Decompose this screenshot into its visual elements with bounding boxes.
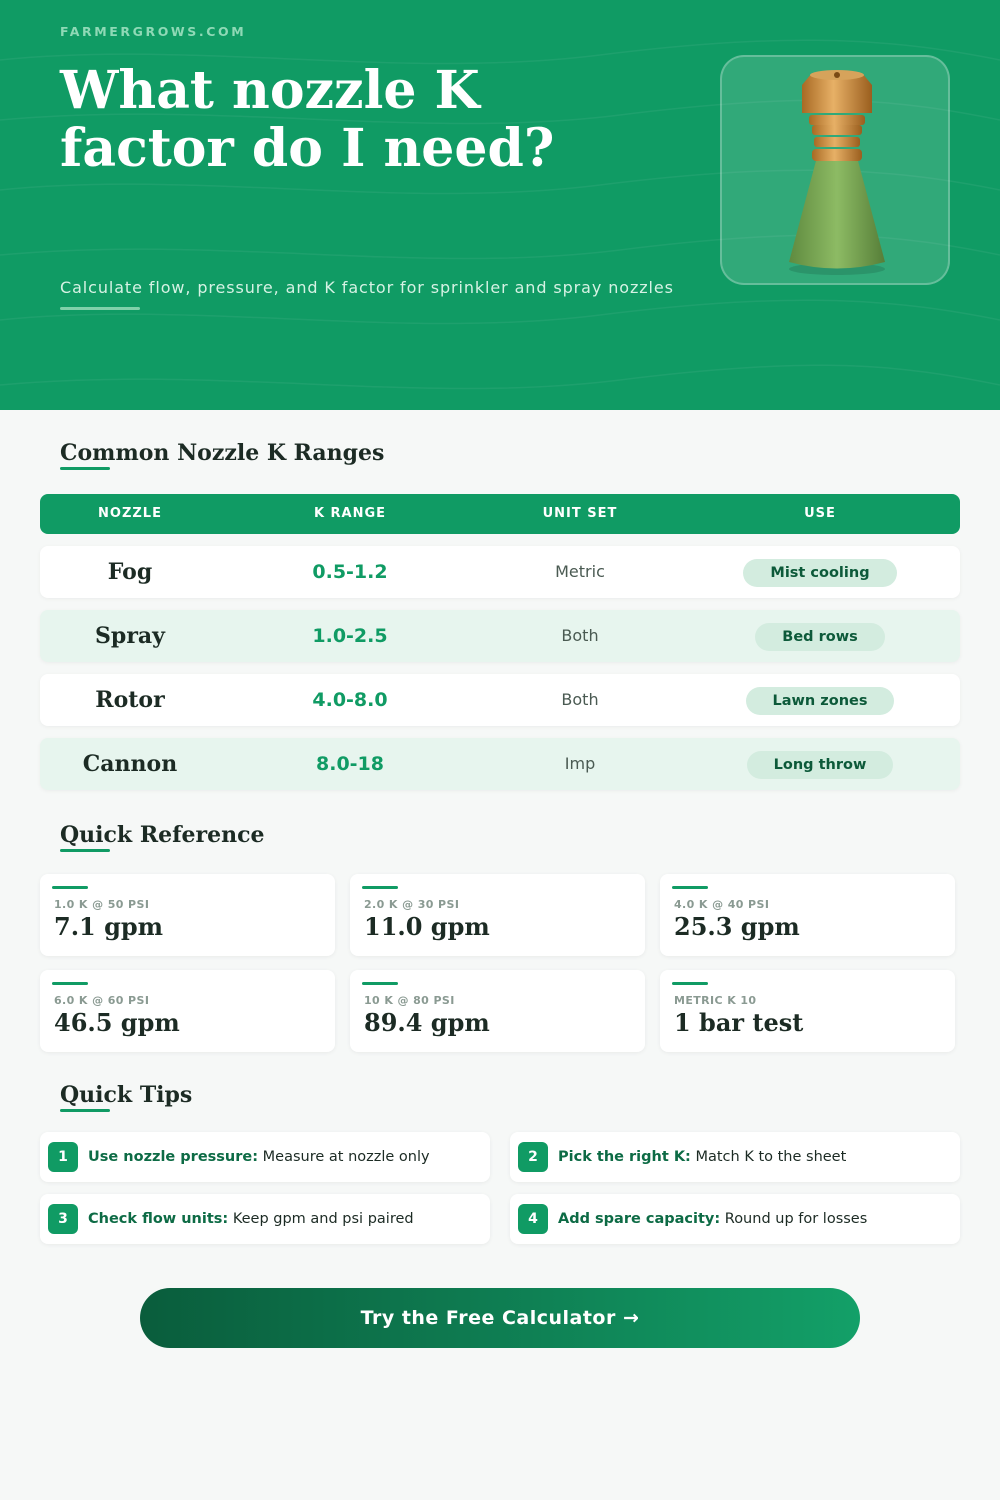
use-cell xyxy=(700,738,940,790)
column-header-nozzle: NOZZLE xyxy=(98,506,162,521)
reference-card xyxy=(350,874,645,956)
reference-label: 4.0 K @ 40 PSI xyxy=(674,898,770,911)
k-range: 8.0-18 xyxy=(316,753,384,775)
reference-value: 46.5 gpm xyxy=(54,1008,180,1037)
tip-body: Match K to the sheet xyxy=(695,1149,847,1165)
unit-set: Both xyxy=(561,690,599,709)
subtitle-underline xyxy=(60,307,140,310)
table-row xyxy=(40,610,960,662)
reference-label: METRIC K 10 xyxy=(674,994,757,1007)
k-range: 4.0-8.0 xyxy=(312,689,388,711)
unit-set: Metric xyxy=(555,562,605,581)
tip-item xyxy=(510,1194,960,1244)
reference-label: 2.0 K @ 30 PSI xyxy=(364,898,460,911)
tip-heading: Check flow units: xyxy=(88,1211,229,1227)
tip-heading: Pick the right K: xyxy=(558,1149,691,1165)
tip-body: Measure at nozzle only xyxy=(262,1149,430,1165)
tip-heading: Add spare capacity: xyxy=(558,1211,721,1227)
k-range: 0.5-1.2 xyxy=(312,561,388,583)
tip-number-badge: 4 xyxy=(518,1204,548,1234)
table-row xyxy=(40,674,960,726)
section-title-ranges: Common Nozzle K Ranges xyxy=(60,440,385,466)
table-row xyxy=(40,546,960,598)
section-underline xyxy=(60,849,110,852)
column-header-unit-set: UNIT SET xyxy=(542,506,618,521)
nozzle-name: Fog xyxy=(107,559,153,585)
card-accent xyxy=(52,886,88,889)
use-cell xyxy=(700,546,940,598)
tip-text xyxy=(88,1132,430,1182)
reference-card xyxy=(40,874,335,956)
nozzle-name: Rotor xyxy=(95,687,165,713)
column-header-k-range: K RANGE xyxy=(313,506,387,521)
tip-item xyxy=(40,1132,490,1182)
nozzle-image-card xyxy=(720,55,950,285)
nozzle-name: Spray xyxy=(95,623,165,649)
nozzle-name: Cannon xyxy=(82,751,178,777)
use-badge: Long throw xyxy=(747,751,894,779)
section-title-reference: Quick Reference xyxy=(60,822,265,848)
table-row xyxy=(40,738,960,790)
card-accent xyxy=(52,982,88,985)
tip-body: Keep gpm and psi paired xyxy=(232,1211,414,1227)
use-badge: Mist cooling xyxy=(743,559,896,587)
table-header xyxy=(40,494,960,534)
page-title: What nozzle K factor do I need? xyxy=(60,60,555,179)
reference-card xyxy=(660,874,955,956)
page-subtitle: Calculate flow, pressure, and K factor for sprinkler and spray nozzles xyxy=(60,278,674,297)
section-underline xyxy=(60,1109,110,1112)
reference-label: 6.0 K @ 60 PSI xyxy=(54,994,150,1007)
unit-set: Both xyxy=(561,626,599,645)
tip-heading: Use nozzle pressure: xyxy=(88,1149,259,1165)
brass-spray-nozzle-icon xyxy=(722,57,952,287)
card-accent xyxy=(362,982,398,985)
site-name: FARMERGROWS.COM xyxy=(60,24,247,39)
use-cell xyxy=(700,610,940,662)
section-title-tips: Quick Tips xyxy=(60,1082,193,1108)
use-badge: Bed rows xyxy=(755,623,884,651)
section-underline xyxy=(60,467,110,470)
reference-value: 7.1 gpm xyxy=(54,912,164,941)
reference-value: 11.0 gpm xyxy=(364,912,490,941)
card-accent xyxy=(362,886,398,889)
reference-value: 25.3 gpm xyxy=(674,912,800,941)
tip-number-badge: 1 xyxy=(48,1142,78,1172)
column-header-use: USE xyxy=(804,506,836,521)
reference-label: 1.0 K @ 50 PSI xyxy=(54,898,150,911)
tip-number-badge: 3 xyxy=(48,1204,78,1234)
free-calculator-button[interactable]: Try the Free Calculator → xyxy=(140,1288,860,1348)
reference-card xyxy=(40,970,335,1052)
tip-text xyxy=(558,1194,867,1244)
tip-item xyxy=(40,1194,490,1244)
reference-label: 10 K @ 80 PSI xyxy=(364,994,455,1007)
card-accent xyxy=(672,886,708,889)
use-badge: Lawn zones xyxy=(746,687,895,715)
reference-card xyxy=(350,970,645,1052)
use-cell xyxy=(700,674,940,726)
tip-item xyxy=(510,1132,960,1182)
tip-text xyxy=(88,1194,414,1244)
tip-number-badge: 2 xyxy=(518,1142,548,1172)
hero-banner xyxy=(0,0,1000,410)
reference-card xyxy=(660,970,955,1052)
tip-text xyxy=(558,1132,846,1182)
reference-value: 1 bar test xyxy=(674,1008,804,1037)
tip-body: Round up for losses xyxy=(724,1211,868,1227)
card-accent xyxy=(672,982,708,985)
reference-value: 89.4 gpm xyxy=(364,1008,490,1037)
k-range: 1.0-2.5 xyxy=(312,625,388,647)
unit-set: Imp xyxy=(564,754,596,773)
